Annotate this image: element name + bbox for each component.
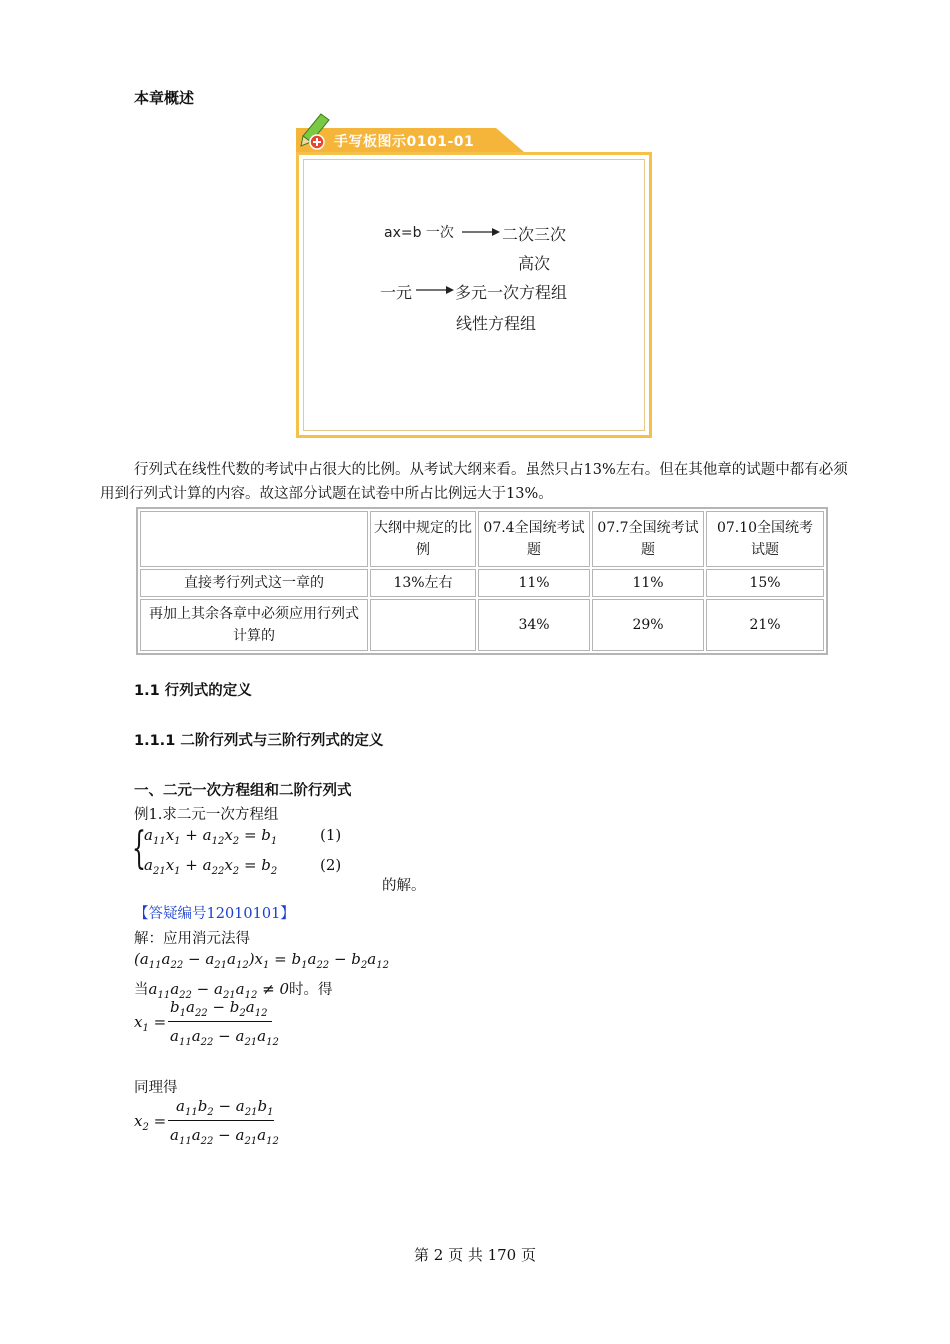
section-heading-1-1: 1.1 行列式的定义: [134, 683, 252, 699]
board-line-1-right: 二次三次: [502, 225, 567, 244]
table-cell: 34%: [478, 599, 590, 651]
example-text: 例1.求二元一次方程组: [134, 807, 279, 823]
board-line-1-left: ax=b 一次: [384, 225, 454, 241]
brace-icon: {: [132, 823, 146, 874]
table-header-cell: 大纲中规定的比例: [370, 511, 476, 567]
table-cell: 21%: [706, 599, 824, 651]
table-cell: 直接考行列式这一章的: [140, 569, 368, 597]
table-cell: 再加上其余各章中必须应用行列式计算的: [140, 599, 368, 651]
board-line-3-right: 多元一次方程组: [455, 283, 568, 302]
condition-expression: $a_{11}a_{22} - a_{21}a_{12} \ne 0$: [148, 980, 290, 1001]
equation-1: $a_{11}x_1 + a_{12}x_2 = b_1$: [144, 826, 278, 847]
board-line-4: 线性方程组: [456, 314, 537, 333]
subsection-heading: 一、二元一次方程组和二阶行列式: [134, 783, 352, 799]
x2-label: $x_2$ =: [134, 1112, 167, 1133]
pencil-icon: [299, 112, 335, 150]
table-row: [140, 599, 824, 651]
table-row: [140, 569, 824, 597]
x1-label: $x_1$ =: [134, 1013, 167, 1034]
table-header-cell: [140, 511, 368, 567]
board-line-3-left: 一元: [380, 283, 413, 302]
arrow-icon: [462, 226, 500, 238]
solution-intro: 解：应用消元法得: [134, 931, 250, 947]
table-cell: 15%: [706, 569, 824, 597]
board-line-2: 高次: [518, 254, 551, 273]
x1-denominator: $a_{11}a_{22} - a_{21}a_{12}$: [170, 1027, 279, 1048]
table-header-cell: 07.4全国统考试题: [478, 511, 590, 567]
x2-numerator: $a_{11}b_2 - a_{21}b_1$: [176, 1097, 274, 1118]
table-cell: 29%: [592, 599, 704, 651]
intro-paragraph: [100, 458, 856, 506]
table-header-cell: 07.7全国统考试题: [592, 511, 704, 567]
chapter-heading: 本章概述: [134, 89, 195, 107]
qa-number-link[interactable]: 【答疑编号12010101】: [134, 906, 295, 922]
table-cell: 13%左右: [370, 569, 476, 597]
condition-prefix: 当: [134, 982, 149, 998]
table-cell: [370, 599, 476, 651]
equation-label-2: (2): [320, 856, 342, 874]
statistics-table-wrap: [136, 507, 828, 655]
arrow-icon: [416, 284, 454, 296]
equation-label-1: (1): [320, 826, 342, 844]
section-heading-1-1-1: 1.1.1 二阶行列式与三阶行列式的定义: [134, 733, 384, 749]
x1-fraction-bar: [168, 1021, 272, 1022]
x2-denominator: $a_{11}a_{22} - a_{21}a_{12}$: [170, 1126, 279, 1147]
likewise-text: 同理得: [134, 1080, 178, 1096]
table-cell: 11%: [592, 569, 704, 597]
equation-2: $a_{21}x_1 + a_{22}x_2 = b_2$: [144, 856, 278, 877]
x2-fraction-bar: [168, 1120, 274, 1121]
example-tail: 的解。: [382, 878, 426, 894]
board-title: 手写板图示0101-01: [334, 134, 475, 150]
condition-suffix: 时。得: [289, 982, 333, 998]
table-cell: 11%: [478, 569, 590, 597]
table-header-cell: 07.10全国统考试题: [706, 511, 824, 567]
intro-text: 行列式在线性代数的考试中占很大的比例。从考试大纲来看。虽然只占13%左右。但在其他章的试题中都有必须用到行列式计算的内容。故这部分试题在试卷中所占比例远大于13%。: [100, 462, 848, 502]
statistics-table: [136, 507, 828, 655]
table-header-row: [140, 511, 824, 567]
elimination-equation: $(a_{11}a_{22} - a_{21}a_{12})x_1 = b_1a_{22} - b_2a_{12}$: [134, 950, 389, 971]
x1-numerator: $b_1a_{22} - b_2a_{12}$: [170, 998, 268, 1019]
page-footer: 第 2 页 共 170 页: [413, 1246, 536, 1264]
board-line-1: [384, 222, 454, 242]
